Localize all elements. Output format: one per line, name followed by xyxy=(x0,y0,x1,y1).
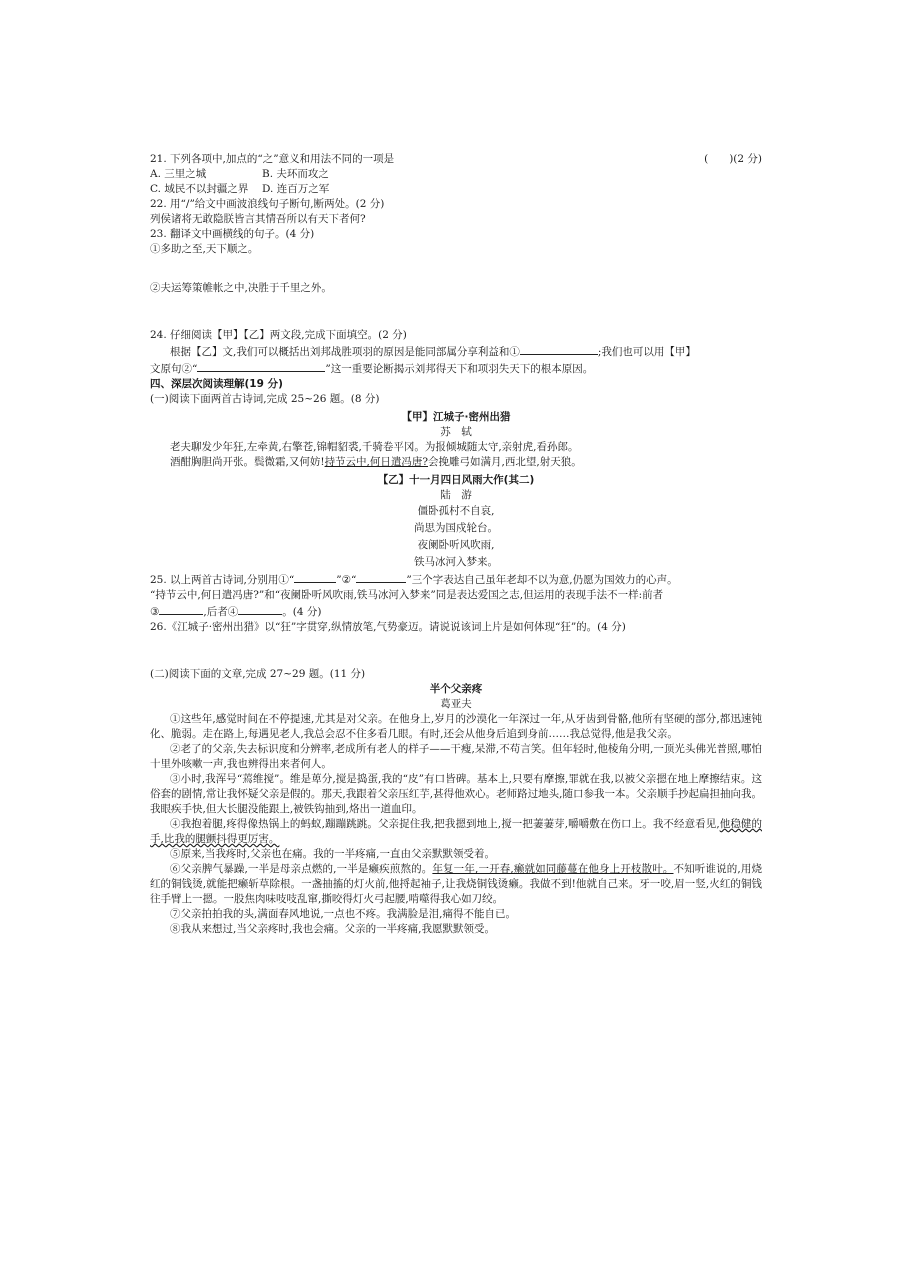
q24-text-1b: ;我们也可以用【甲】 xyxy=(597,346,696,358)
q24-blank-2[interactable] xyxy=(197,360,325,372)
poem1-author: 苏 轼 xyxy=(440,426,472,438)
paragraph-6-underlined: 年复一年,一开春,癞就如同藤蔓在他身上开枝散叶。 xyxy=(432,863,674,875)
q25-blank-4[interactable] xyxy=(238,603,282,615)
q21-option-d: D. 连百万之军 xyxy=(262,183,330,195)
poem1-line-1: 老夫聊发少年狂,左牵黄,右擎苍,锦帽貂裘,千骑卷平冈。为报倾城随太守,亲射虎,看孙郎。 xyxy=(170,441,579,453)
poem2-line-3: 夜阑卧听风吹雨, xyxy=(417,539,495,551)
q25-text-3c: 。(4 分) xyxy=(282,606,322,618)
q21-options-ab xyxy=(150,167,762,182)
poem1-line-2c: 会挽雕弓如满月,西北望,射天狼。 xyxy=(428,456,582,468)
poem2-title: 【乙】十一月四日风雨大作(其二) xyxy=(377,474,535,486)
paragraph-4-wavy-underline: 他稳健的手,比我的腿颤抖得更厉害。 xyxy=(150,818,762,845)
article-paragraph-8: ⑧我从来想过,当父亲疼时,我也会痛。父亲的一半疼痛,我愿默默领受。 xyxy=(170,923,496,935)
article-paragraph-5: ⑤原来,当我疼时,父亲也在痛。我的一半疼痛,一直由父亲默默领受着。 xyxy=(170,848,496,860)
paragraph-4-text: ④我抱着腿,疼得像热锅上的蚂蚁,蹦蹦跳跳。父亲捉住我,把我摁到地上,搅一把萋萋芽,嚼嚼敷在伤口上。我不经意看见, xyxy=(170,818,720,830)
q25-text-a: 25. 以上两首古诗词,分别用①“ xyxy=(150,574,295,586)
q21-options-cd xyxy=(150,182,762,197)
article-paragraph-3: ③小时,我浑号“蔫维搅”。维是萆分,搅是捣蛋,我的“皮”有口皆碑。基本上,只要有摩擦,罪就在我,以被父亲摁在地上摩擦结束。这俗套的剧情,常让我怀疑父亲是假的。那天,我跟着父亲压红芋,甚得他欢心。老师路过地头,随口参我一本。父亲顺手抄起扁担抽向我。我眼疾手快,但大长腿没能跟上,被铁钩抽到,烙出一道血印。 xyxy=(150,773,762,815)
poem1-line-2-underlined: 持节云中,何日遣冯唐? xyxy=(324,456,429,468)
paragraph-6-text-a: ⑥父亲脾气暴躁,一半是母亲点燃的,一半是癞疾煎熬的。 xyxy=(170,863,433,875)
poem2-line-4: 铁马冰河入梦来。 xyxy=(414,556,498,568)
q22-sentence: 列侯诸将无敢隐朕皆言其情吾所以有天下者何? xyxy=(150,213,366,225)
article-paragraph-2: ②老了的父亲,失去标识度和分辨率,老成所有老人的样子——干瘦,呆滞,不苟言笑。但年轻时,他棱角分明,一顶光头佛光普照,哪怕十里外咳嗽一声,我也辨得出来者何人。 xyxy=(150,743,762,770)
q21-option-c: C. 域民不以封疆之界 xyxy=(150,183,249,195)
q24-text-2b: ”这一重要论断揭示刘邦得天下和项羽失天下的根本原因。 xyxy=(325,363,594,375)
q24-line-1 xyxy=(150,343,762,360)
q25-text-c: ”三个字表达自己虽年老却不以为意,仍愿为国效力的心声。 xyxy=(406,574,678,586)
poem2-author: 陆 游 xyxy=(440,489,472,501)
q23-sentence-2: ②夫运筹策帷帐之中,决胜于千里之外。 xyxy=(150,282,332,294)
paragraph-6-text-c: 不知听谁说的,用烧红的铜钱烫,就能把癞斩草除根。一盏抽搐的灯火前,他捋起袖子,让我烧铜钱烫癞。我做不到!他就自己来。牙一咬,眉一竖,火红的铜钱往手臂上一摁。一股焦肉味吱吱乱窜,撕咬得灯火弓起腰,啃噬得我心如刀绞。 xyxy=(150,863,762,905)
q24-text-2a: 文原句②“ xyxy=(150,363,198,375)
q25-line-2: “持节云中,何日遣冯唐?”和“夜阑卧听风吹雨,铁马冰河入梦来”同是表达爱国之志,但运用的表现手法不一样:前者 xyxy=(150,589,664,601)
q25-line-1 xyxy=(150,571,762,588)
q25-line-3 xyxy=(150,603,762,620)
q25-blank-3[interactable] xyxy=(159,603,203,615)
exam-page xyxy=(150,152,762,937)
q21-option-b: B. 夫环而攻之 xyxy=(262,168,329,180)
q21-option-a: A. 三里之城 xyxy=(150,168,207,180)
article-paragraph-7: ⑦父亲拍拍我的头,满面春风地说,一点也不疼。我满脸是泪,痛得不能自已。 xyxy=(170,908,517,920)
poem1-line-2 xyxy=(150,455,762,470)
q22-stem: 22. 用“/”给文中画波浪线句子断句,断两处。(2 分) xyxy=(150,198,385,210)
q24-blank-1[interactable] xyxy=(520,343,598,355)
section4-title: 四、深层次阅读理解(19 分) xyxy=(150,378,283,390)
article-paragraph-6 xyxy=(150,862,762,907)
article-paragraph-1: ①这些年,感觉时间在不停提速,尤其是对父亲。在他身上,岁月的沙漠化一年深过一年,从牙齿到骨骼,他所有坚硬的部分,都迅速钝化、脆弱。走在路上,每遇见老人,我总会忍不住多看几眼。有时,还会从他身后追到身前……我总觉得,他是我父亲。 xyxy=(150,713,762,740)
poem1-title: 【甲】江城子·密州出猎 xyxy=(401,411,511,423)
q21-stem-row xyxy=(150,152,762,167)
q26-stem: 26.《江城子·密州出猎》以“狂”字贯穿,纵情放笔,气势豪迈。请说说该词上片是如何体现“狂”的。(4 分) xyxy=(150,621,626,633)
poem2-body xyxy=(150,503,762,571)
article-author: 葛亚夫 xyxy=(440,698,472,710)
article-paragraph-4 xyxy=(150,817,762,847)
q25-text-3a: ③ xyxy=(150,606,160,618)
q25-text-b: ”②“ xyxy=(336,574,357,586)
poem1-line-2a: 酒酣胸胆尚开张。鬓微霜,又何妨! xyxy=(170,456,325,468)
part2-heading: (二)阅读下面的文章,完成 27~29 题。(11 分) xyxy=(150,668,366,680)
q24-line-2 xyxy=(150,360,762,377)
section4-part1-heading: (一)阅读下面两首古诗词,完成 25~26 题。(8 分) xyxy=(150,393,380,405)
q24-text-1a: 根据【乙】文,我们可以概括出刘邦战胜项羽的原因是能同部属分享利益和① xyxy=(170,346,520,358)
poem2-line-2: 尚思为国戍轮台。 xyxy=(414,522,498,534)
q23-stem: 23. 翻译文中画横线的句子。(4 分) xyxy=(150,228,315,240)
q23-sentence-1: ①多助之至,天下顺之。 xyxy=(150,243,259,255)
q24-stem: 24. 仔细阅读【甲】【乙】两文段,完成下面填空。(2 分) xyxy=(150,329,407,341)
q25-blank-2[interactable] xyxy=(356,571,406,583)
q21-score: ( )(2 分) xyxy=(704,153,762,165)
article-title: 半个父亲疼 xyxy=(429,683,483,695)
q21-stem: 21. 下列各项中,加点的“之”意义和用法不同的一项是 xyxy=(150,153,395,165)
q25-blank-1[interactable] xyxy=(294,571,336,583)
q25-text-3b: ,后者④ xyxy=(203,606,239,618)
poem2-line-1: 僵卧孤村不自哀, xyxy=(417,505,495,517)
